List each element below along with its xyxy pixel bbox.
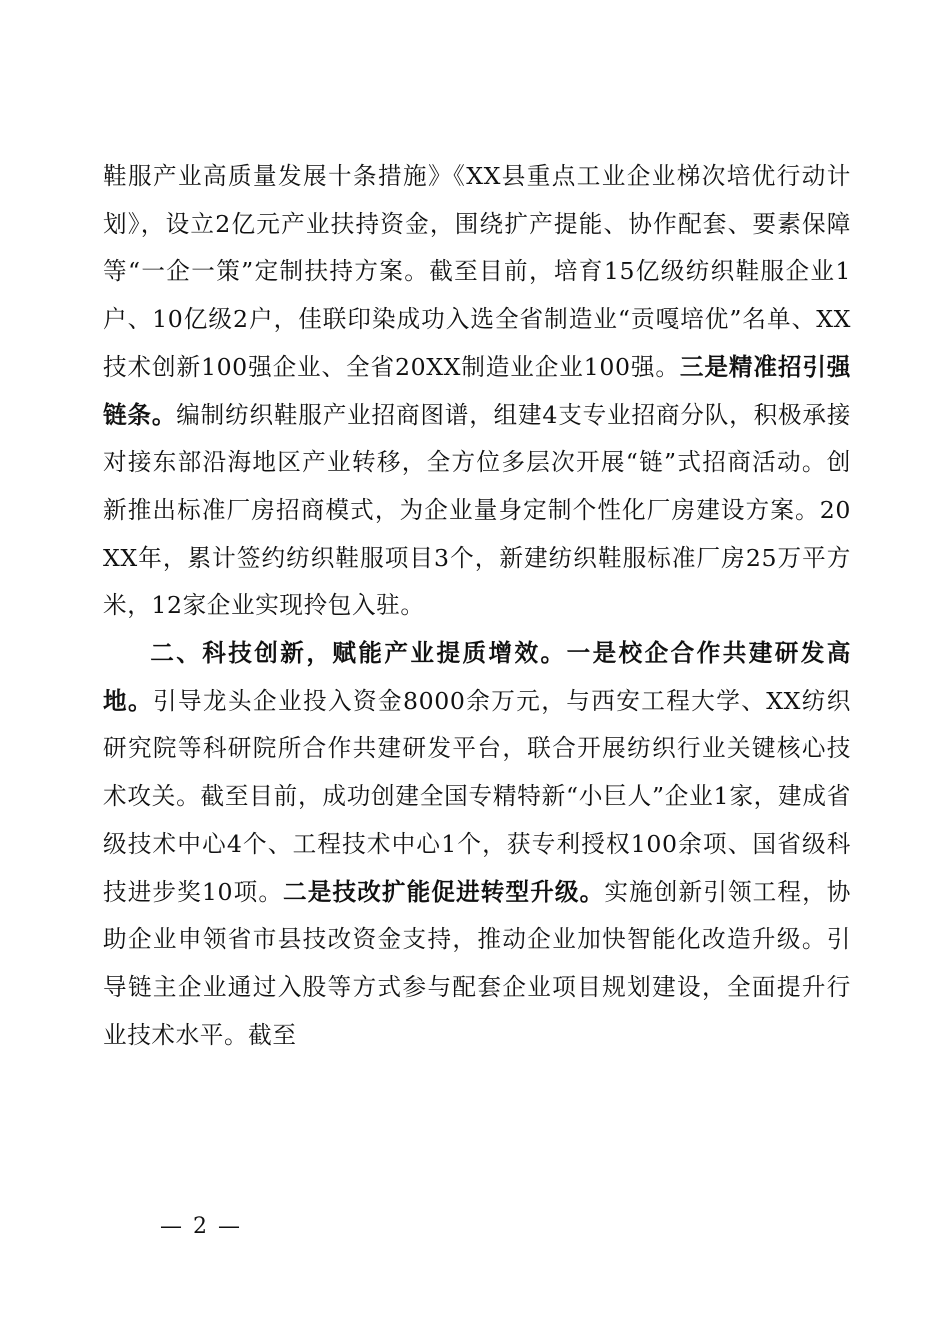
paragraph-two-body-two: 实施创新引领工程，协助企业申领省市县技改资金支持，推动企业加快智能化改造升级。引导链主企业通过入股等方式参与配套企业项目规划建设，全面提升行业技术水平。截至 [103, 877, 851, 1049]
page-number: — 2 — [160, 1214, 242, 1239]
document-body [103, 153, 851, 1059]
heading-two: 二是技改扩能促进转型升级。 [283, 877, 605, 906]
heading-three: 三是精准招引强链条。 [103, 352, 851, 429]
paragraph-one-intro: 鞋服产业高质量发展十条措施》《XX县重点工业企业梯次培优行动计划》，设立2亿元产业扶持资金，围绕扩产提能、协作配套、要素保障等“一企一策”定制扶持方案。截至目前，培育15亿级纺织鞋服企业1户、10亿级2户，佳联印染成功入选全省制造业“贡嘎培优”名单、XX技术创新100强企业、全省20XX制造业企业100强。 [103, 162, 851, 381]
paragraph-continuation [103, 153, 851, 630]
heading-one: 一是校企合作共建研发高地。 [103, 639, 851, 715]
paragraph-one-body-three: 编制纺织鞋服产业招商图谱，组建4支专业招商分队，积极承接对接东部沿海地区产业转移，全方位多层次开展“链”式招商活动。创新推出标准厂房招商模式，为企业量身定制个性化厂房建设方案。20XX年，累计签约纺织鞋服项目3个，新建纺织鞋服标准厂房25万平方米，12家企业实现拎包入驻。 [103, 400, 851, 620]
paragraph-two-body-one: 引导龙头企业投入资金8000余万元，与西安工程大学、XX纺织研究院等科研院所合作共建研发平台，联合开展纺织行业关键核心技术攻关。截至目前，成功创建全国专精特新“小巨人”企业1家，建成省级技术中心4个、工程技术中心1个，获专利授权100余项、国省级科技进步奖10项。 [103, 686, 851, 906]
section-two-heading: 二、科技创新，赋能产业提质增效。 [150, 639, 567, 668]
paragraph-section-two [103, 630, 851, 1059]
